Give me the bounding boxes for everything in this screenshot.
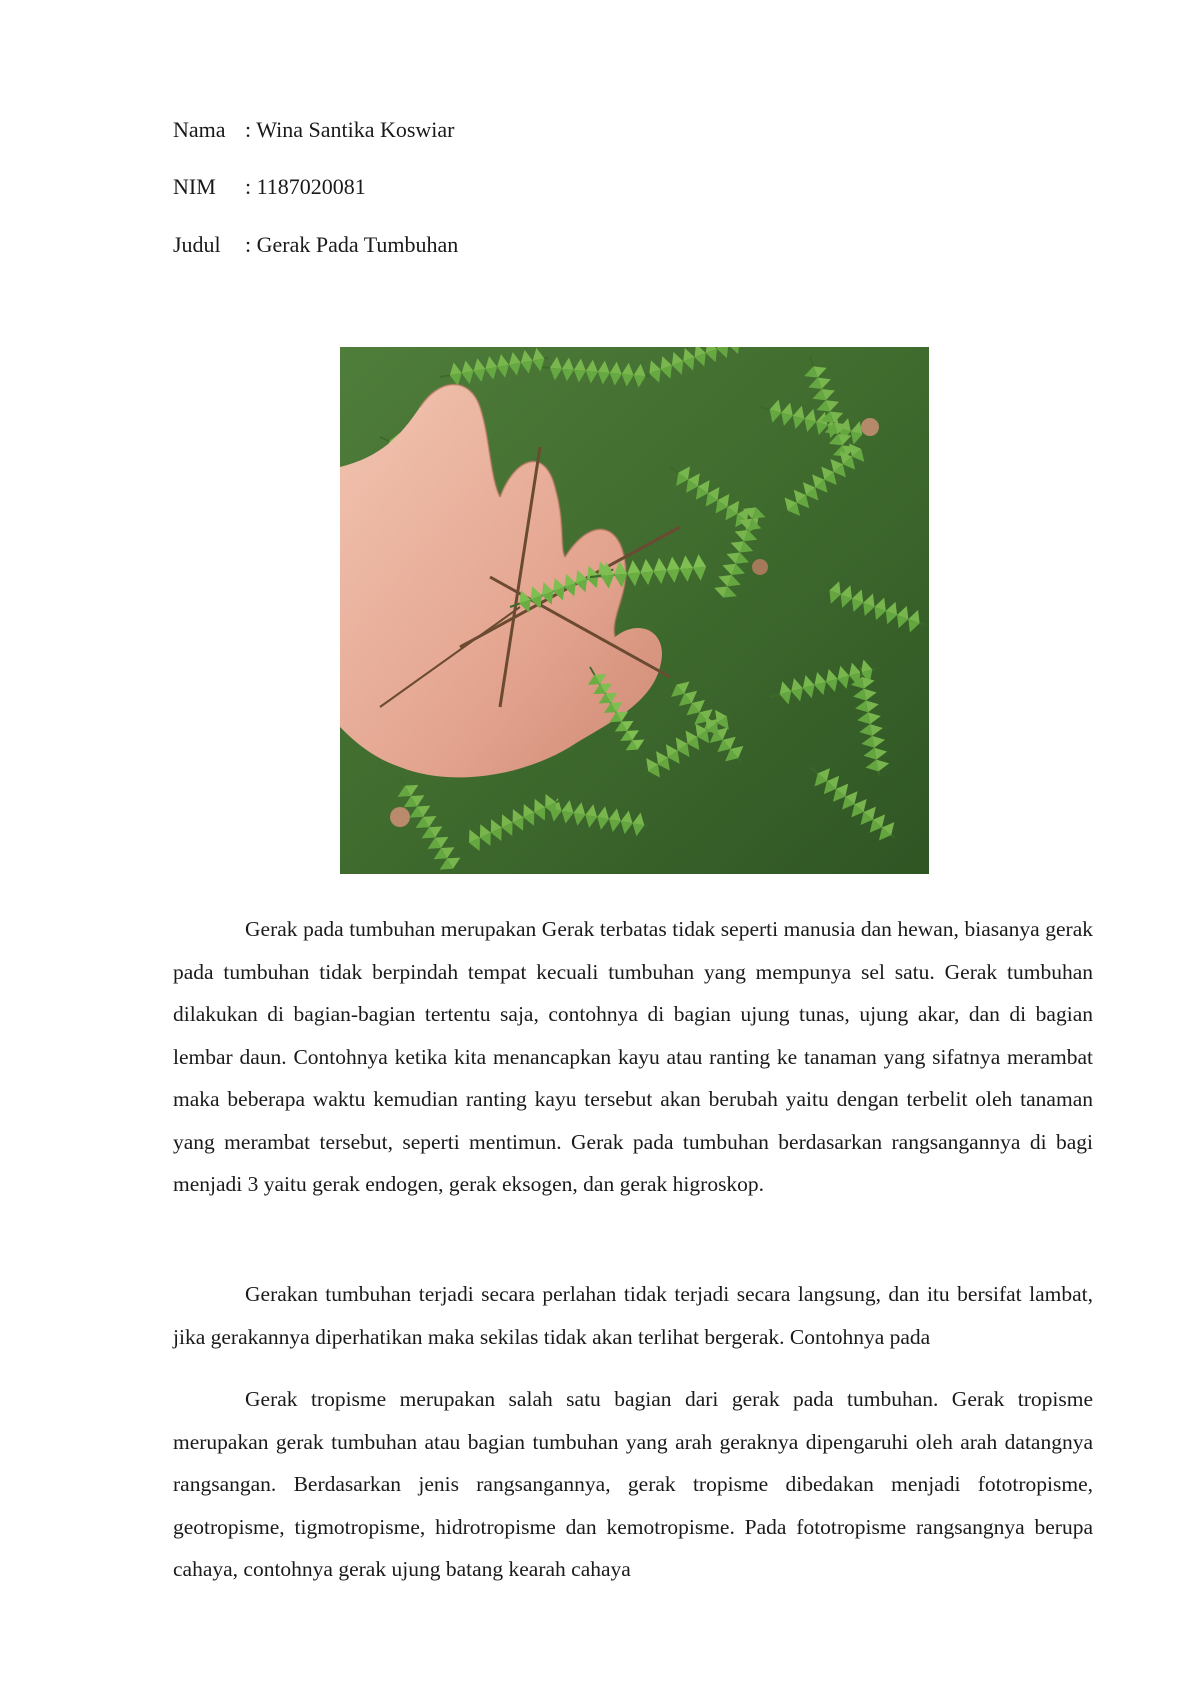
judul-value: : Gerak Pada Tumbuhan [245, 232, 459, 257]
nim-label: NIM [173, 174, 216, 199]
judul-row [173, 231, 458, 259]
plant-photo [340, 347, 929, 874]
paragraph-2 [173, 1273, 1093, 1358]
nama-value: : Wina Santika Koswiar [245, 117, 455, 142]
mimosa-hand-illustration [340, 347, 929, 874]
paragraph-2-text: Gerakan tumbuhan terjadi secara perlahan tidak terjadi secara langsung, dan itu bersifat lambat, jika gerakannya diperhatikan maka sekilas tidak akan terlihat bergerak. Contohnya pada [173, 1282, 1093, 1349]
nama-label: Nama [173, 117, 226, 142]
nim-value: : 1187020081 [245, 174, 366, 199]
paragraph-1-text: Gerak pada tumbuhan merupakan Gerak terbatas tidak seperti manusia dan hewan, biasanya gerak pada tumbuhan tidak berpindah tempat kecuali tumbuhan yang mempunya sel satu. Gerak tumbuhan dilakukan di bagian-bagian tertentu saja, contohnya di bagian ujung tunas, ujung akar, dan di bagian lembar daun. Contohnya ketika kita menancapkan kayu atau ranting ke tanaman yang sifatnya merambat maka beberapa waktu kemudian ranting kayu tersebut akan berubah yaitu dengan terbelit oleh tanaman yang merambat tersebut, seperti mentimun. Gerak pada tumbuhan berdasarkan rangsangannya di bagi menjadi 3 yaitu gerak endogen, gerak eksogen, dan gerak higroskop. [173, 917, 1093, 1196]
judul-label: Judul [173, 232, 221, 257]
nama-row [173, 116, 455, 144]
nim-row [173, 173, 366, 201]
paragraph-3 [173, 1378, 1093, 1591]
paragraph-3-text: Gerak tropisme merupakan salah satu bagian dari gerak pada tumbuhan. Gerak tropisme merupakan gerak tumbuhan atau bagian tumbuhan yang arah geraknya dipengaruhi oleh arah datangnya rangsangan. Berdasarkan jenis rangsangannya, gerak tropisme dibedakan menjadi fototropisme, geotropisme, tigmotropisme, hidrotropisme dan kemotropisme. Pada fototropisme rangsangnya berupa cahaya, contohnya gerak ujung batang kearah cahaya [173, 1387, 1093, 1581]
paragraph-1 [173, 908, 1093, 1206]
